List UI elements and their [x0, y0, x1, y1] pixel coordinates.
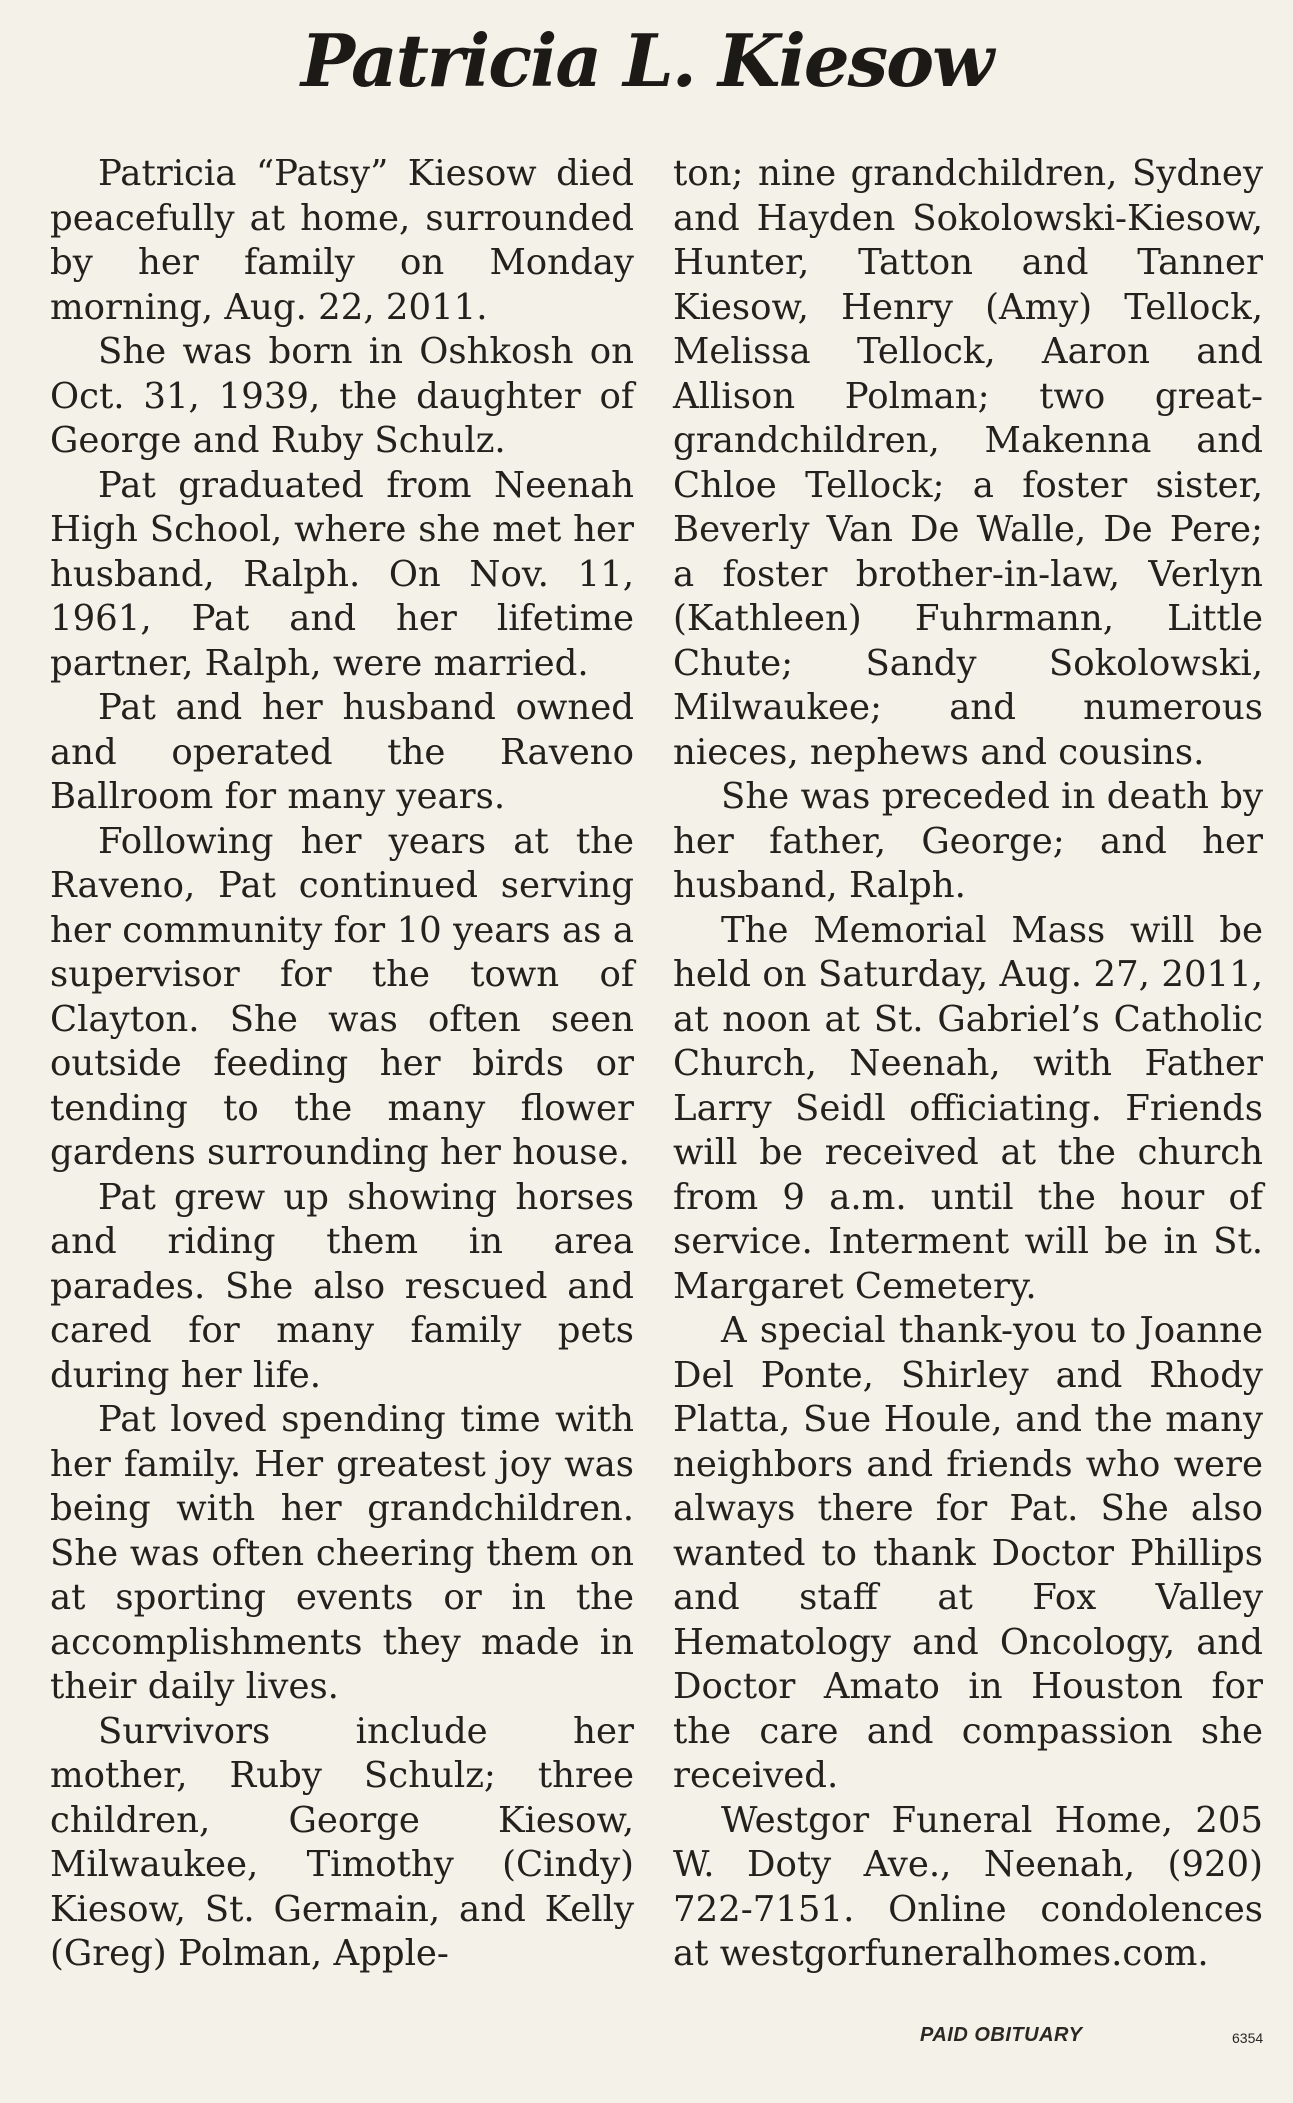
- paragraph: Patricia “Patsy” Kiesow died peacefully at home, surrounded by her family on Monday morning, Aug. 22, 2011.: [50, 153, 634, 328]
- paragraph: She was preceded in death by her father, George; and her husband, Ralph.: [673, 776, 1263, 906]
- paragraph-continuation: ton; nine grandchildren, Sydney and Hayden Sokolowski-Kiesow, Hunter, Tatton and Tanner Kiesow, Henry (Amy) Tellock, Melissa Tellock, Aaron and Allison Polman; two great-grandchildren, Makenna and Chloe Tellock; a foster sister, Beverly Van De Walle, De Pere; a foster brother-in-law, Verlyn (Kathleen) Fuhrmann, Little Chute; Sandy Sokolowski, Milwaukee; and numerous nieces, nephews and cousins.: [673, 153, 1263, 773]
- paragraph: Pat grew up showing horses and riding them in area parades. She also rescued and cared for many family pets during her life.: [50, 1176, 634, 1396]
- ad-code: 6354: [1232, 2030, 1264, 2046]
- paragraph: Following her years at the Raveno, Pat continued serving her community for 10 years as a supervisor for the town of Clayton. She was often seen outside feeding her birds or tending to the many flower gardens surrounding her house.: [50, 820, 634, 1173]
- paragraph: Pat and her husband owned and operated the Raveno Ballroom for many years.: [50, 687, 634, 817]
- left-column: [50, 152, 634, 1977]
- paragraph: She was born in Oshkosh on Oct. 31, 1939, the daughter of George and Ruby Schulz.: [50, 331, 634, 461]
- obituary-title: Patricia L. Kiesow: [300, 18, 993, 103]
- paragraph: Westgor Funeral Home, 205 W. Doty Ave., Neenah, (920) 722-7151. Online condolences at westgorfuneralhomes.com.: [673, 1799, 1263, 1974]
- paragraph: Survivors include her mother, Ruby Schulz; three children, George Kiesow, Milwaukee, Timothy (Cindy) Kiesow, St. Germain, and Kelly (Greg) Polman, Apple-: [50, 1710, 634, 1974]
- paragraph: A special thank-you to Joanne Del Ponte, Shirley and Rhody Platta, Sue Houle, and the many neighbors and friends who were always there for Pat. She also wanted to thank Doctor Phillips and staff at Fox Valley Hematology and Oncology, and Doctor Amato in Houston for the care and compassion she received.: [673, 1310, 1263, 1796]
- right-column: [673, 152, 1263, 1977]
- paragraph: Pat graduated from Neenah High School, where she met her husband, Ralph. On Nov. 11, 1961, Pat and her lifetime partner, Ralph, were married.: [50, 464, 634, 684]
- paragraph: The Memorial Mass will be held on Saturday, Aug. 27, 2011, at noon at St. Gabriel’s Catholic Church, Neenah, with Father Larry Seidl officiating. Friends will be received at the church from 9 a.m. until the hour of service. Interment will be in St. Margaret Cemetery.: [673, 909, 1263, 1307]
- paragraph: Pat loved spending time with her family. Her greatest joy was being with her grandchildren. She was often cheering them on at sporting events or in the accomplishments they made in their daily lives.: [50, 1399, 634, 1707]
- paid-obituary-label: PAID OBITUARY: [920, 2024, 1083, 2046]
